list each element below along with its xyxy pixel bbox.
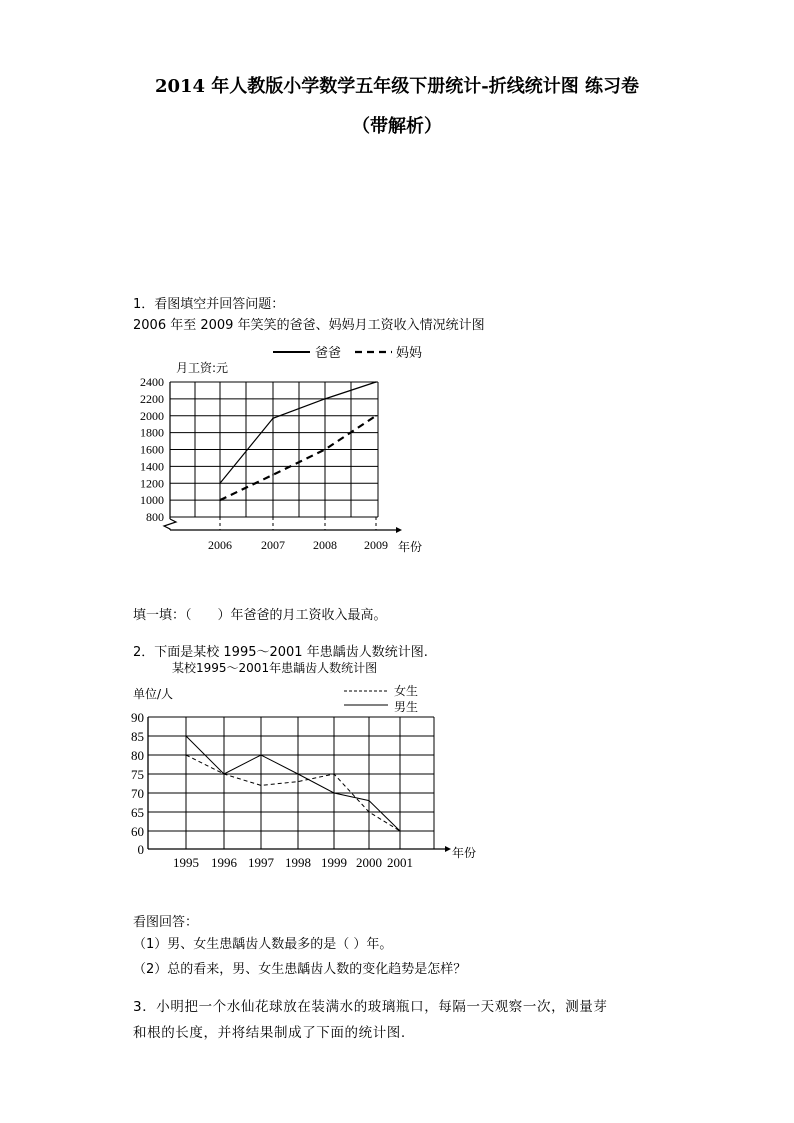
chart1-ytick-label: 2400: [140, 375, 164, 389]
chart2-ytick-label: 65: [131, 805, 144, 820]
q2-sub2: （2）总的看来，男、女生患龋齿人数的变化趋势是怎样？: [133, 962, 467, 977]
chart2-ytick-label: 0: [137, 842, 144, 857]
chart2-xtick-label: 1996: [211, 855, 237, 870]
chart1-ytick-label: 2000: [140, 408, 164, 423]
q2-answer-intro: 看图回答：: [133, 915, 199, 930]
chart1-ytick-label: 1600: [140, 442, 164, 457]
q1-stem: 1．看图填空并回答问题：: [133, 297, 285, 312]
q1-caption: 2006 年至 2009 年笑笑的爸爸、妈妈月工资收入情况统计图: [133, 318, 485, 333]
chart2-legend-girls: 女生: [394, 684, 419, 698]
chart2-axes: [148, 717, 451, 852]
chart1-xlabel: 年份: [398, 540, 423, 554]
chart2-xtick-label: 1997: [248, 855, 274, 870]
chart2-grid: [148, 717, 434, 849]
chart2-legend-boys: 男生: [394, 700, 419, 714]
chart2-title: 某校1995～2001年患龋齿人数统计图: [172, 661, 378, 675]
chart1-ytick-label: 800: [146, 510, 164, 524]
q2-stem: 2．下面是某校 1995～2001 年患龋齿人数统计图.: [133, 645, 428, 660]
chart2-ylabel: 单位/人: [133, 687, 174, 701]
chart2-xtick-label: 1999: [321, 855, 347, 870]
chart2-xtick-label: 1998: [285, 855, 311, 870]
chart2-xtick-label: 2000: [356, 855, 382, 870]
chart1-ytick-label: 1400: [140, 459, 164, 474]
q3-line1: 3．小明把一个水仙花球放在装满水的玻璃瓶口，每隔一天观察一次，测量芽: [133, 999, 608, 1015]
chart2-ytick-label: 85: [131, 729, 144, 744]
chart2-xtick-label: 1995: [173, 855, 199, 870]
chart1-ytick-label: 2200: [140, 391, 164, 406]
q2-sub1: （1）男、女生患龋齿人数最多的是（ ）年。: [133, 937, 393, 952]
chart1-ylabel: 月工资:元: [176, 361, 229, 375]
q1-fill-blank: 填一填：（ ）年爸爸的月工资收入最高。: [133, 608, 387, 623]
chart1-legend-dad: 爸爸: [315, 346, 342, 361]
doc-title-line1: 2014 年人教版小学数学五年级下册统计-折线统计图 练习卷: [154, 76, 640, 97]
chart2-ytick-label: 60: [131, 824, 144, 839]
chart2-ytick-label: 70: [131, 786, 144, 801]
chart1-xtick-label: 2009: [364, 538, 388, 552]
chart1-xtick-label: 2008: [313, 538, 337, 552]
chart1-legend-mom: 妈妈: [396, 346, 423, 361]
chart2-labels: [131, 710, 413, 870]
chart2-xlabel: 年份: [452, 846, 477, 860]
chart1-xtick-label: 2006: [208, 538, 232, 552]
q3-line2: 和根的长度，并将结果制成了下面的统计图.: [133, 1025, 406, 1041]
chart2-series-boys: [186, 736, 400, 831]
chart1-ytick-label: 1800: [140, 425, 164, 440]
chart1-xtick-label: 2007: [261, 538, 285, 552]
chart1-ytick-label: 1200: [140, 476, 164, 491]
chart1-ytick-label: 1000: [140, 493, 164, 508]
doc-title-line2: （带解析）: [352, 116, 442, 137]
chart2-ytick-label: 80: [131, 748, 144, 763]
chart2-ytick-label: 75: [131, 767, 144, 782]
chart2-ytick-label: 90: [131, 710, 144, 725]
chart2-x-arrow: [445, 846, 451, 852]
chart2-series: [186, 736, 400, 831]
chart2-xtick-label: 2001: [387, 855, 413, 870]
